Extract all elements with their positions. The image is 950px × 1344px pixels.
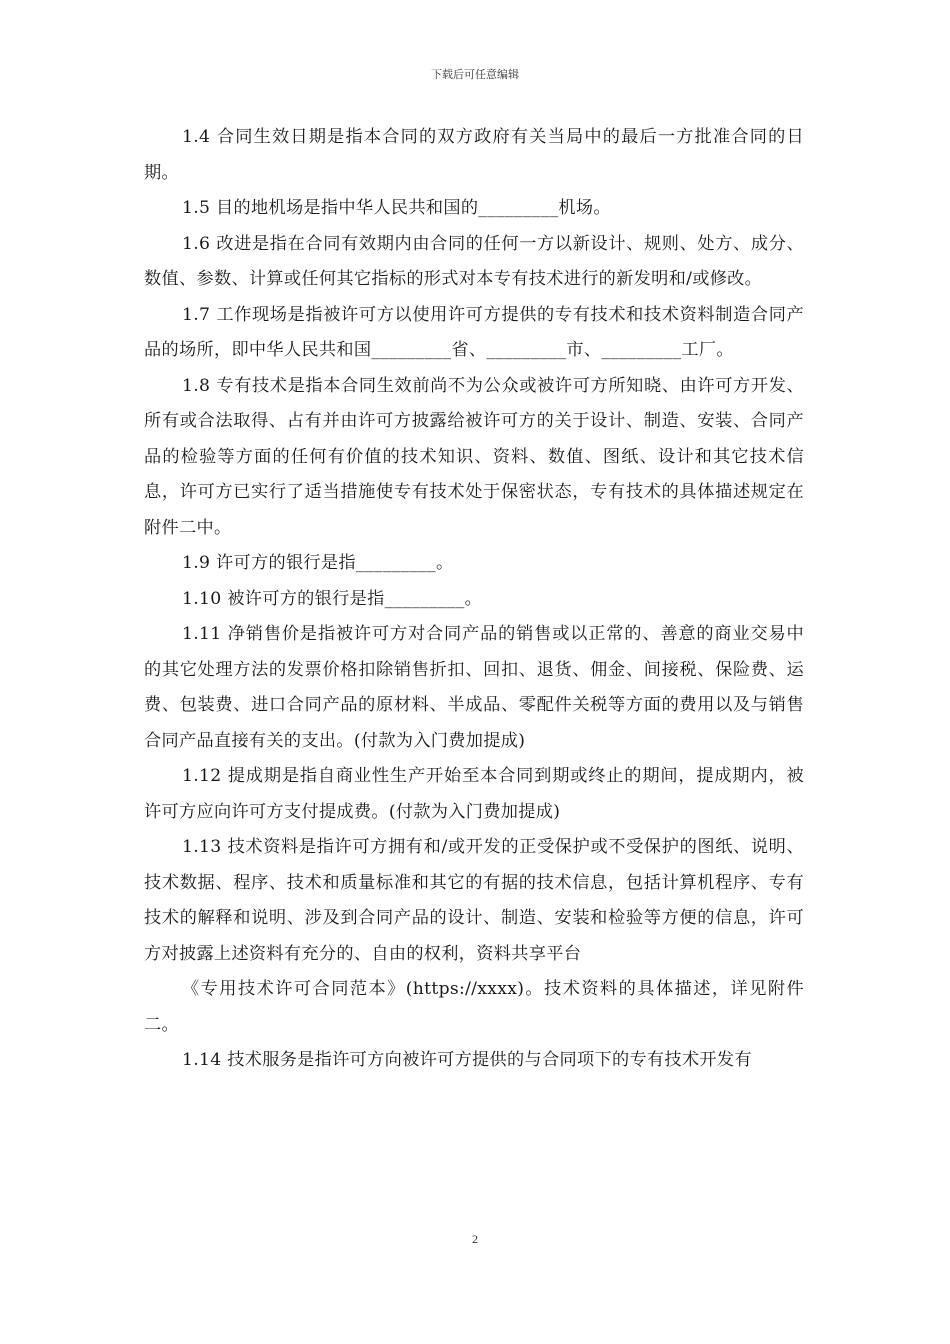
page-number: 2	[472, 1232, 478, 1246]
clause-1-13: 1.13 技术资料是指许可方拥有和/或开发的正受保护或不受保护的图纸、说明、技术数据、程序、技术和质量标准和其它的有据的技术信息，包括计算机程序、专有技术的解释和说明、涉及到合同产品的设计、制造、安装和检验等方便的信息，许可方对披露上述资料有充分的、自由的权利，资料共享平台	[144, 837, 804, 964]
clause-1-7: 1.7 工作现场是指被许可方以使用许可方提供的专有技术和技术资料制造合同产品的场所，即中华人民共和国_________省、_________市、_________工厂。	[144, 304, 804, 360]
clause-1-4: 1.4 合同生效日期是指本合同的双方政府有关当局中的最后一方批准合同的日期。	[144, 127, 804, 183]
clause-1-11: 1.11 净销售价是指被许可方对合同产品的销售或以正常的、善意的商业交易中的其它处理方法的发票价格扣除销售折扣、回扣、退货、佣金、间接税、保险费、运费、包装费、进口合同产品的原材料、半成品、零配件关税等方面的费用以及与销售合同产品直接有关的支出。(付款为入门费加提成)	[144, 624, 804, 751]
clause-1-13-continued: 《专用技术许可合同范本》(https://xxxx)。技术资料的具体描述，详见附件二。	[144, 979, 804, 1035]
clause-1-14: 1.14 技术服务是指许可方向被许可方提供的与合同项下的专有技术开发有	[182, 1050, 752, 1070]
clause-1-12: 1.12 提成期是指自商业性生产开始至本合同到期或终止的期间，提成期内，被许可方应向许可方支付提成费。(付款为入门费加提成)	[144, 766, 804, 822]
clause-1-6: 1.6 改进是指在合同有效期内由合同的任何一方以新设计、规则、处方、成分、数值、参数、计算或任何其它指标的形式对本专有技术进行的新发明和/或修改。	[144, 233, 804, 289]
clause-1-8: 1.8 专有技术是指本合同生效前尚不为公众或被许可方所知晓、由许可方开发、所有或合法取得、占有并由许可方披露给被许可方的关于设计、制造、安装、合同产品的检验等方面的任何有价值的技术知识、资料、数值、图纸、设计和其它技术信息，许可方已实行了适当措施使专有技术处于保密状态，专有技术的具体描述规定在附件二中。	[144, 375, 804, 538]
clause-1-10: 1.10 被许可方的银行是指_________。	[182, 588, 483, 609]
document-body	[144, 120, 804, 1079]
clause-1-5: 1.5 目的地机场是指中华人民共和国的_________机场。	[182, 198, 611, 218]
clause-1-9: 1.9 许可方的银行是指_________。	[182, 553, 454, 573]
page-header: 下载后可任意编辑	[431, 68, 519, 81]
